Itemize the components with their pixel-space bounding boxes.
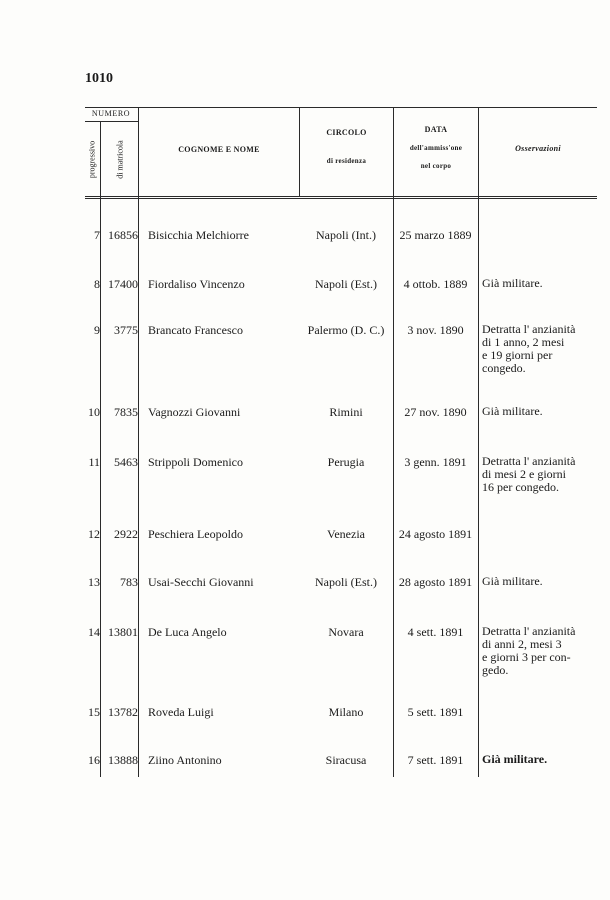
table-top-rule: [85, 107, 597, 108]
progressivo-cell: 12: [88, 527, 100, 541]
matricola-cell: 5463: [114, 455, 138, 469]
name-cell: Ziino Antonino: [148, 753, 222, 767]
matricola-cell: 13782: [108, 705, 138, 719]
data-cell: 28 agosto 1891: [398, 575, 473, 589]
matricola-cell: 2922: [114, 527, 138, 541]
matricola-cell: 13888: [108, 753, 138, 767]
progressivo-cell: 10: [88, 405, 100, 419]
progressivo-cell: 13: [88, 575, 100, 589]
data-cell: 7 sett. 1891: [407, 753, 464, 767]
name-cell: Peschiera Leopoldo: [148, 527, 243, 541]
numero-underline: [85, 121, 138, 122]
data-cell: 24 agosto 1891: [398, 527, 473, 541]
matricola-cell: 783: [120, 575, 138, 589]
progressivo-cell: 14: [88, 625, 100, 639]
name-cell: Bisicchia Melchiorre: [148, 228, 249, 242]
circolo-cell: Napoli (Est.): [315, 277, 377, 291]
data-sub2-header: nel corpo: [420, 162, 452, 170]
osservazioni-header: Osservazioni: [515, 144, 561, 153]
data-cell: 25 marzo 1889: [399, 228, 472, 242]
progressivo-cell: 16: [88, 753, 100, 767]
matricola-cell: 7835: [114, 405, 138, 419]
matricola-cell: 17400: [108, 277, 138, 291]
osservazioni-cell: Già militare.: [482, 574, 543, 588]
name-cell: Roveda Luigi: [148, 705, 214, 719]
name-cell: De Luca Angelo: [148, 625, 227, 639]
progressivo-header: progressivo: [87, 140, 97, 179]
osservazioni-cell: Già militare.: [482, 404, 543, 418]
progressivo-cell: 11: [88, 455, 100, 469]
circolo-cell: Rimini: [329, 405, 363, 419]
col-divider-5: [478, 107, 479, 777]
circolo-sub-header: di residenza: [326, 157, 367, 165]
data-cell: 4 sett. 1891: [407, 625, 464, 639]
name-cell: Brancato Francesco: [148, 323, 243, 337]
col-divider-2: [138, 107, 139, 777]
header-bottom-rule-2: [85, 198, 597, 199]
osservazioni-cell: Detratta l' anzianità di anni 2, mesi 3 e giorni 3 per con- gedo.: [482, 624, 576, 677]
name-cell: Vagnozzi Giovanni: [148, 405, 241, 419]
circolo-cell: Perugia: [327, 455, 365, 469]
circolo-cell: Napoli (Est.): [315, 575, 377, 589]
matricola-header: di matricola: [115, 140, 125, 179]
data-cell: 3 genn. 1891: [404, 455, 467, 469]
page-number: 1010: [85, 71, 113, 86]
osservazioni-cell: Detratta l' anzianità di 1 anno, 2 mesi e 19 giorni per congedo.: [482, 322, 576, 375]
osservazioni-cell: Detratta l' anzianità di mesi 2 e giorni 16 per congedo.: [482, 454, 576, 494]
data-cell: 27 nov. 1890: [404, 405, 467, 419]
circolo-cell: Novara: [328, 625, 364, 639]
osservazioni-cell: Già militare.: [482, 276, 543, 290]
name-cell: Fiordaliso Vincenzo: [148, 277, 245, 291]
cognome-nome-header: COGNOME E NOME: [178, 145, 260, 154]
col-divider-1: [100, 122, 101, 777]
progressivo-cell: 9: [94, 323, 100, 337]
name-cell: Usai-Secchi Giovanni: [148, 575, 254, 589]
numero-header: NUMERO: [91, 109, 131, 118]
circolo-cell: Milano: [328, 705, 364, 719]
header-bottom-rule: [85, 196, 597, 197]
progressivo-cell: 15: [88, 705, 100, 719]
circolo-cell: Napoli (Int.): [316, 228, 376, 242]
data-sub1-header: dell'ammiss'one: [409, 144, 463, 152]
progressivo-cell: 7: [94, 228, 100, 242]
circolo-cell: Venezia: [327, 527, 365, 541]
data-cell: 4 ottob. 1889: [403, 277, 468, 291]
matricola-cell: 13801: [108, 625, 138, 639]
matricola-cell: 16856: [108, 228, 138, 242]
circolo-header: CIRCOLO: [326, 128, 367, 137]
data-header: DATA: [424, 125, 448, 134]
data-cell: 5 sett. 1891: [407, 705, 464, 719]
name-cell: Strippoli Domenico: [148, 455, 243, 469]
osservazioni-cell: Già militare.: [482, 752, 548, 766]
circolo-cell: Siracusa: [325, 753, 367, 767]
matricola-cell: 3775: [114, 323, 138, 337]
col-divider-3: [299, 107, 300, 197]
progressivo-cell: 8: [94, 277, 100, 291]
col-divider-4: [393, 107, 394, 777]
data-cell: 3 nov. 1890: [407, 323, 464, 337]
circolo-cell: Palermo (D. C.): [307, 323, 385, 337]
